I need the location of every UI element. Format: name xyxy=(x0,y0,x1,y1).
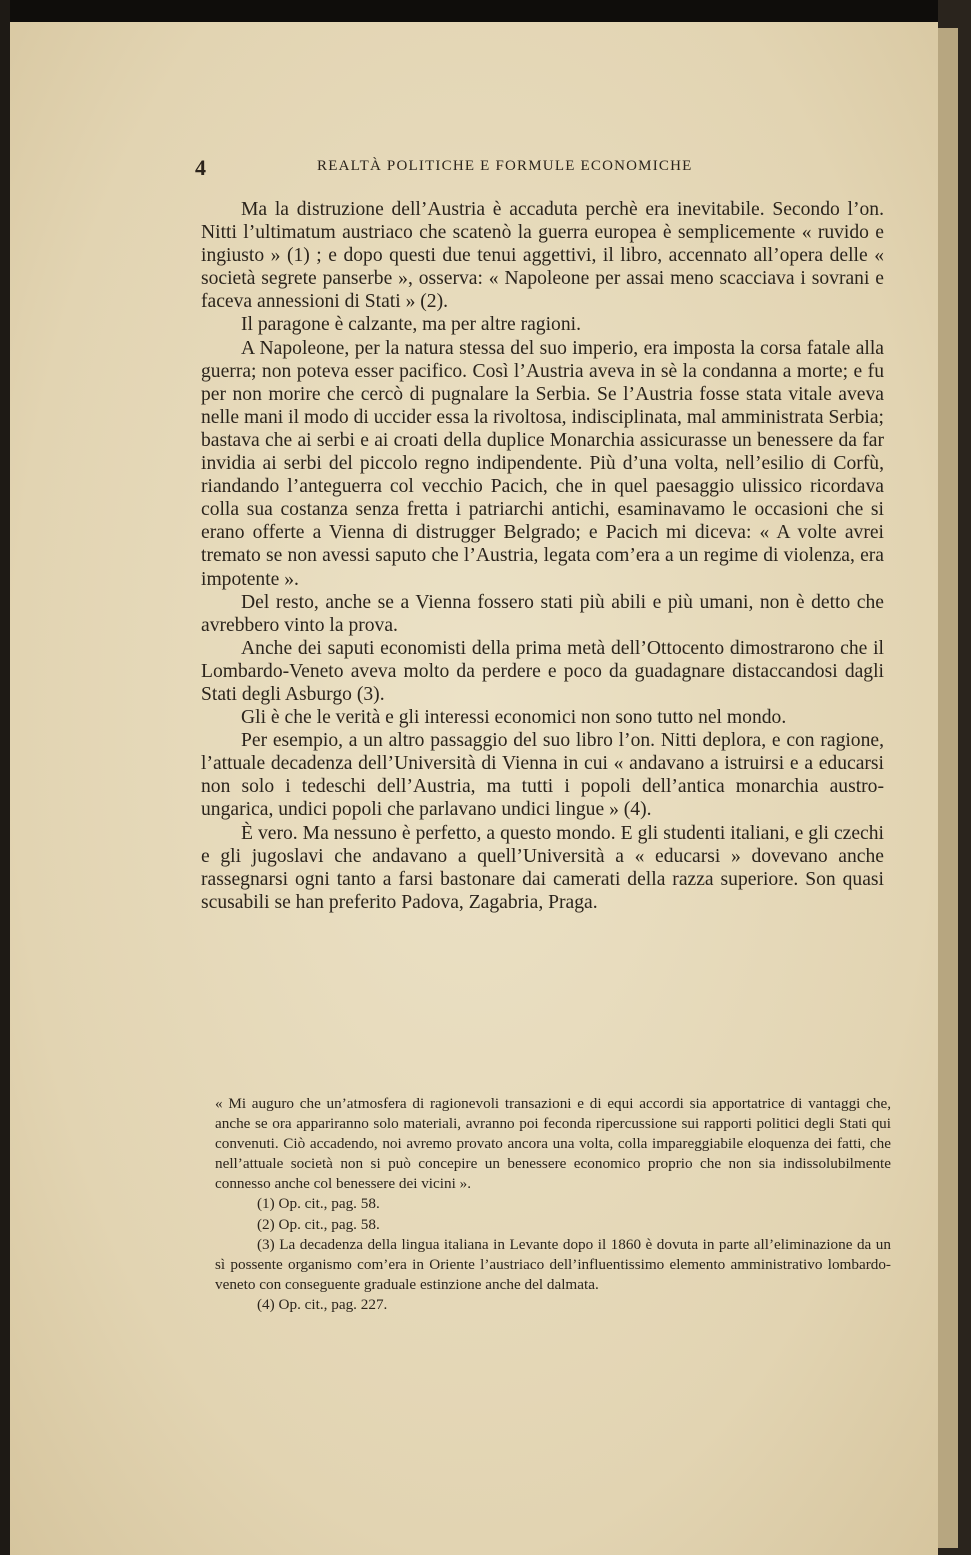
paragraph: Il paragone è calzante, ma per altre ragioni. xyxy=(241,314,581,336)
paragraph: Gli è che le verità e gli interessi economici non sono tutto nel mondo. xyxy=(241,707,787,729)
scan-right-border xyxy=(938,0,971,1555)
footnotes xyxy=(215,1094,891,1315)
paragraph: A Napoleone, per la natura stessa del suo imperio, era imposta la corsa fatale alla guerra; non poteva esser pacifico. Così l’Austria aveva in sè la condanna a morte; e fu per non morire che cercò di pugnalare la Serbia. Se l’Austria fosse stata vitale aveva nelle mani il modo di uccider essa la rivoltosa, indisciplinata, mal amministrata Serbia; bastava che ai serbi e ai croati della duplice Monarchia assicurasse un benessere da far invidia ai serbi del piccolo regno indipendente. Più d’una volta, nell’esilio di Corfù, riandando l’anteguerra col vecchio Pacich, che in quel paesaggio ulissico ricordava colla sua costanza senza fretta i patriarchi antichi, esaminavamo le occasioni che si erano offerte a Vienna di distrugger Belgrado; e Pacich mi diceva: « A volte avrei tremato se non avessi saputo che l’Austria, legata com’era a un regime di violenza, era impotente ». xyxy=(201,337,884,590)
paragraph: Ma la distruzione dell’Austria è accaduta perchè era inevitabile. Secondo l’on. Nitti l’ultimatum austriaco che scatenò la guerra europea è semplicemente « ruvido e ingiusto » (1) ; e dopo questi due tenui aggettivi, il libro, accennato all’opera delle « società segrete panserbe », osserva: « Napoleone per assai meno scacciava i sovrani e faceva annessioni di Stati » (2). xyxy=(201,199,884,313)
main-text xyxy=(201,198,884,914)
scan-top-border xyxy=(10,0,938,22)
paragraph: Anche dei saputi economisti della prima metà dell’Ottocento dimostrarono che il Lombardo-Veneto aveva molto da perdere e poco da guadagnare distaccandosi dagli Stati degli Asburgo (3). xyxy=(201,637,884,705)
paragraph: Per esempio, a un altro passaggio del suo libro l’on. Nitti deplora, e con ragione, l’attuale decadenza dell’Università di Vienna in cui « andavano a istruirsi e a educarsi non solo i tedeschi dell’Austria, ma tutti i popoli dell’antica monarchia austro-ungarica, undici popoli che parlavano undici lingue » (4). xyxy=(201,730,884,821)
footnote-continuation: « Mi auguro che un’atmosfera di ragionevoli transazioni e di equi accordi sia apportatrice di vantaggi che, anche se ora appariranno solo materiali, avranno poi feconda ripercussione sui rapporti politici degli Stati qui convenuti. Ciò accadendo, noi avremo provato ancora una volta, colla impareggiabile eloquenza dei fatti, che nell’attuale società non si può concepire un benessere economico proprio che non sia indissolubilmente connesso anche col benessere dei vicini ». xyxy=(215,1095,891,1193)
running-title: REALTÀ POLITICHE E FORMULE ECONOMICHE xyxy=(317,158,693,174)
page-number: 4 xyxy=(195,155,206,180)
footnote: (4) Op. cit., pag. 227. xyxy=(257,1295,388,1313)
paragraph: Del resto, anche se a Vienna fossero stati più abili e più umani, non è detto che avrebbero vinto la prova. xyxy=(201,591,884,636)
next-page-edge xyxy=(938,28,958,1548)
footnote: (2) Op. cit., pag. 58. xyxy=(257,1215,380,1233)
footnote: (1) Op. cit., pag. 58. xyxy=(257,1195,380,1213)
paragraph: È vero. Ma nessuno è perfetto, a questo mondo. E gli studenti italiani, e gli czechi e gli jugoslavi che andavano a quell’Università a « educarsi » dovevano anche rassegnarsi ogni tanto a farsi bastonare dai camerati della razza superiore. Son quasi scusabili se han preferito Padova, Zagabria, Praga. xyxy=(201,822,884,913)
footnote: (3) La decadenza della lingua italiana in Levante dopo il 1860 è dovuta in parte all’eliminazione da un sì possente organismo com’era in Oriente l’austriaco dell’influentissimo elemento amministrativo lombardo-veneto con conseguente graduale estinzione anche del dalmata. xyxy=(215,1235,891,1293)
running-header xyxy=(195,155,885,179)
